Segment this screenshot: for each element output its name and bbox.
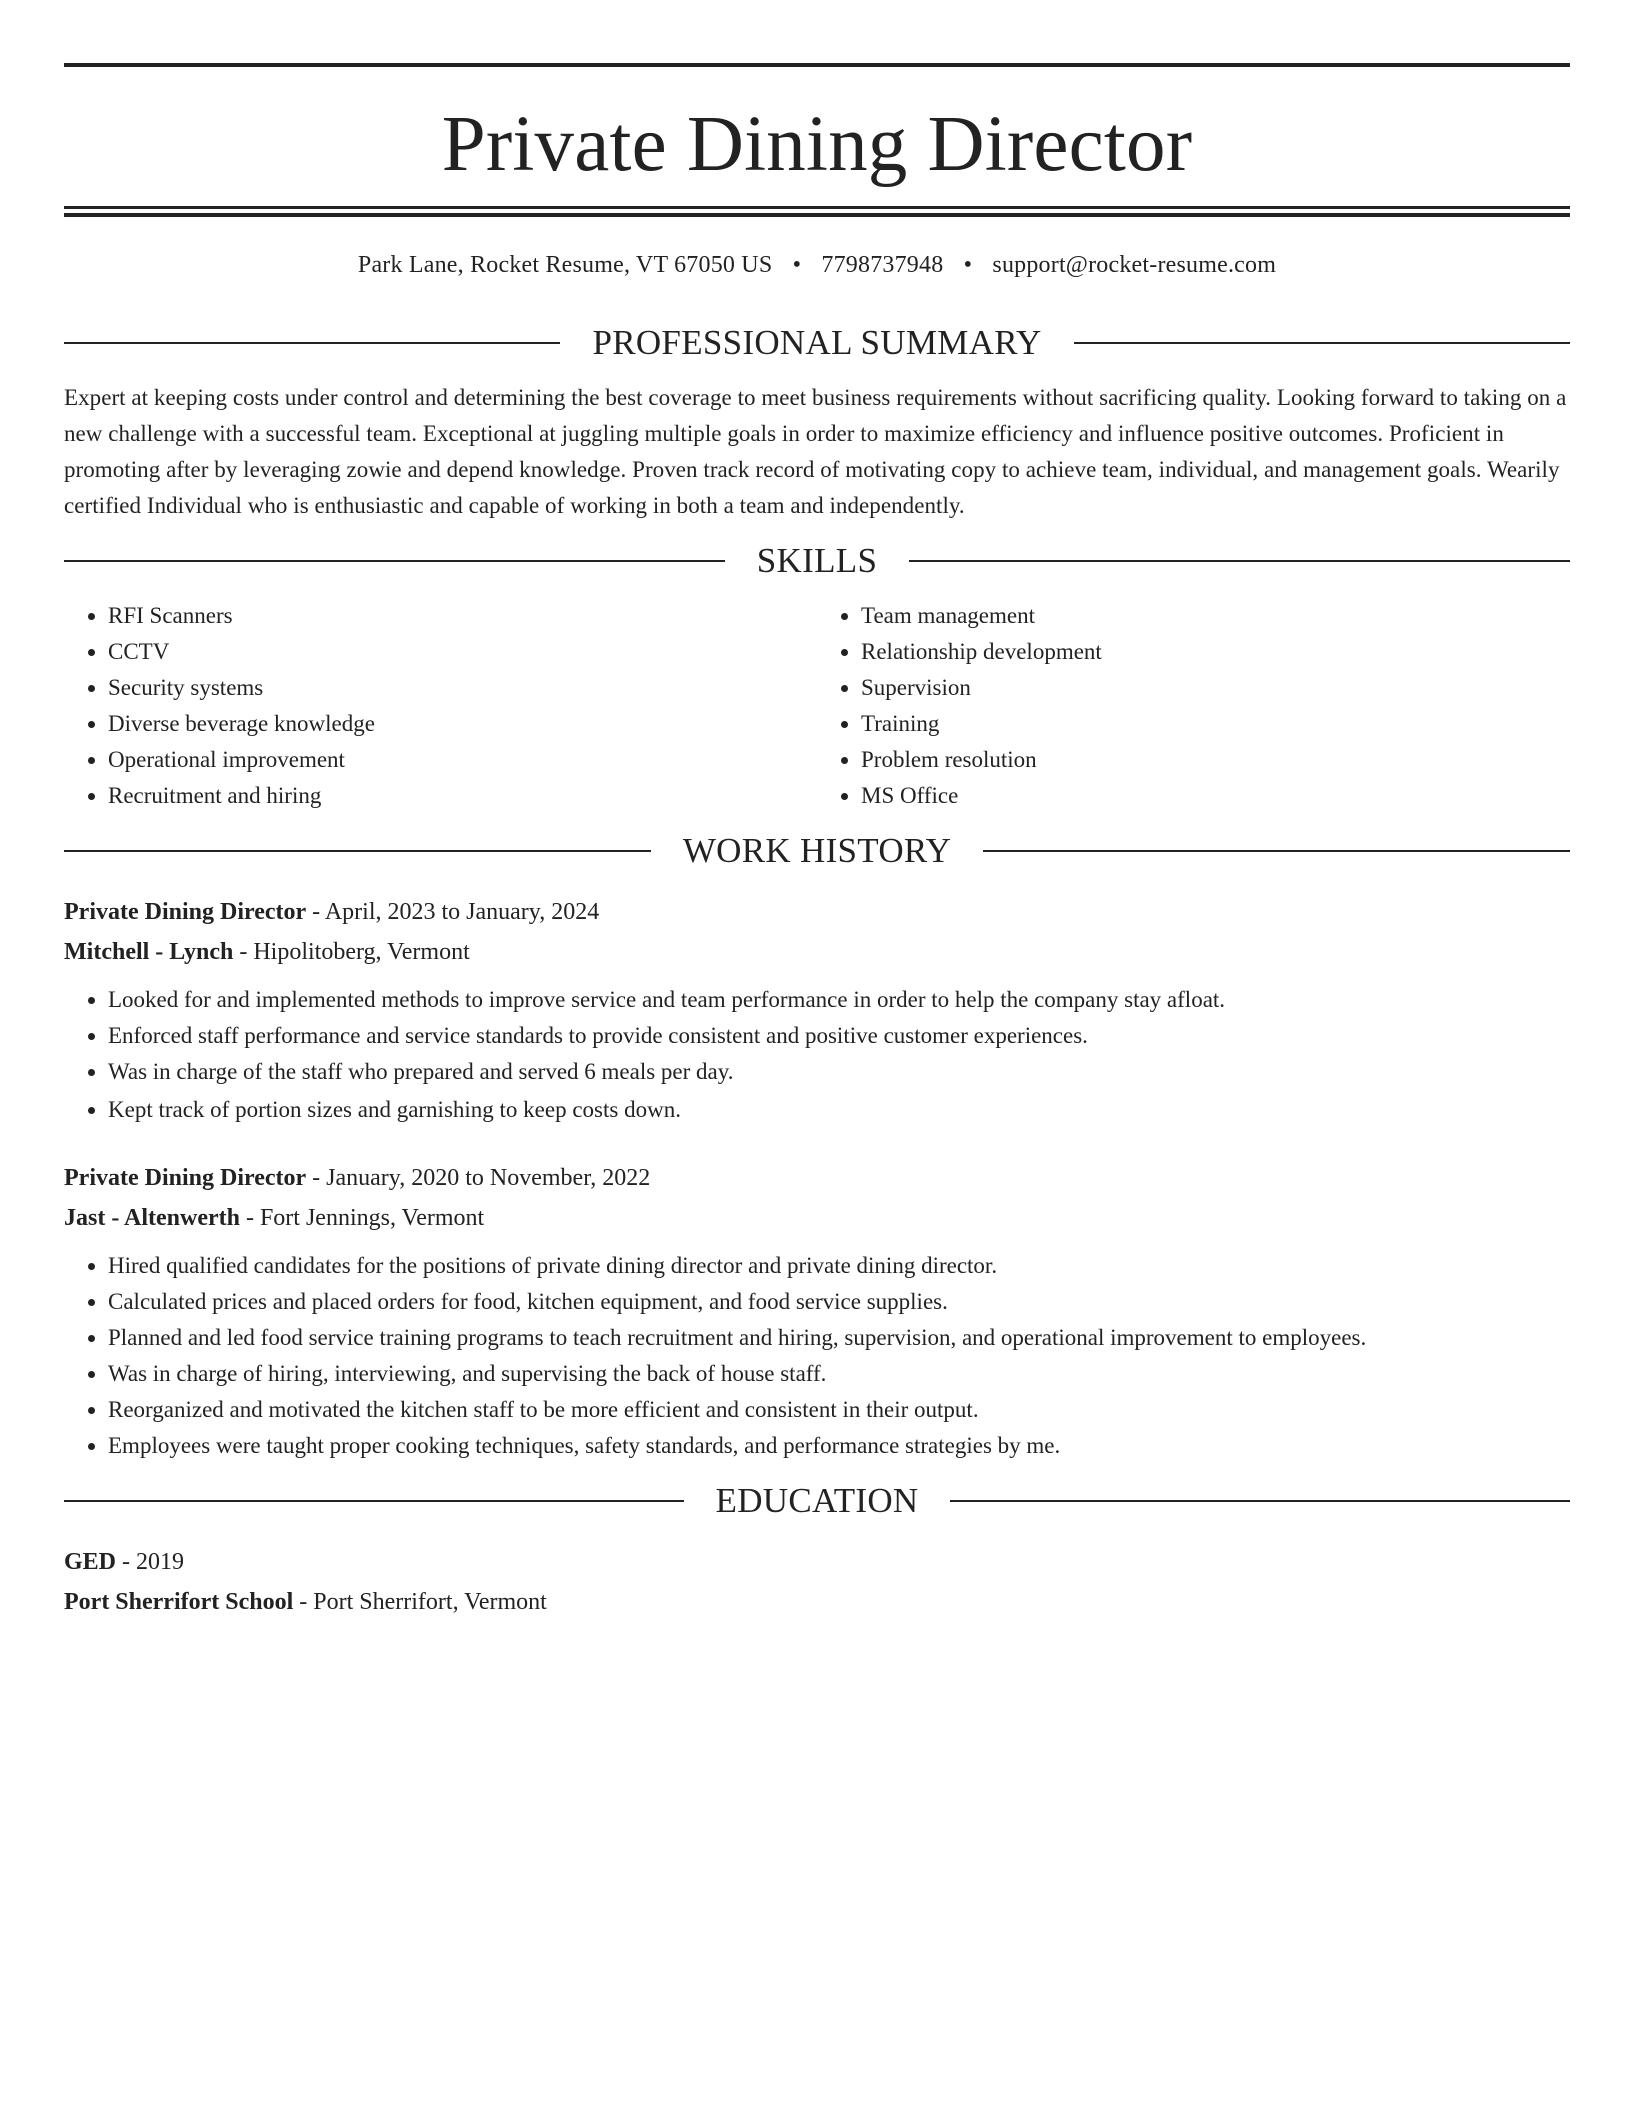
skill-item: • RFI Scanners bbox=[108, 598, 817, 634]
job-company-line bbox=[64, 1198, 1570, 1238]
heading-rule-right bbox=[950, 1500, 1570, 1502]
contact-separator: • bbox=[963, 252, 973, 278]
summary-heading bbox=[64, 322, 1570, 364]
heading-rule-right bbox=[1074, 342, 1570, 344]
education-school: Port Sherrifort School bbox=[64, 1589, 294, 1615]
skills-list bbox=[64, 598, 1570, 814]
contact-email: support@rocket-resume.com bbox=[992, 252, 1277, 278]
job-bullet: • Was in charge of hiring, interviewing, and supervising the back of house staff. bbox=[108, 1356, 1570, 1392]
skill-item: • Team management bbox=[861, 598, 1570, 634]
education-degree: GED bbox=[64, 1549, 117, 1575]
heading-rule-left bbox=[64, 850, 651, 852]
job-title-line bbox=[64, 1158, 1570, 1198]
job-bullet: • Calculated prices and placed orders for food, kitchen equipment, and food service supplies. bbox=[108, 1284, 1570, 1320]
heading-rule-left bbox=[64, 342, 560, 344]
header-top-rule bbox=[64, 63, 1570, 67]
job-bullet: • Reorganized and motivated the kitchen staff to be more efficient and consistent in their output. bbox=[108, 1392, 1570, 1428]
work-heading bbox=[64, 830, 1570, 872]
summary-title: PROFESSIONAL SUMMARY bbox=[592, 323, 1042, 362]
skill-item: • Operational improvement bbox=[108, 742, 817, 778]
resume-page bbox=[64, 63, 1570, 1622]
heading-rule-left bbox=[64, 1500, 684, 1502]
contact-separator: • bbox=[792, 252, 802, 278]
education-heading bbox=[64, 1480, 1570, 1522]
candidate-name: Private Dining Director bbox=[441, 101, 1193, 188]
job-entry bbox=[64, 1158, 1570, 1464]
heading-rule-right bbox=[983, 850, 1570, 852]
job-bullet: • Enforced staff performance and service standards to provide consistent and positive customer experiences. bbox=[108, 1018, 1570, 1054]
skills-heading bbox=[64, 540, 1570, 582]
skills-title: SKILLS bbox=[756, 541, 878, 580]
job-company-line bbox=[64, 932, 1570, 972]
skill-item: • Problem resolution bbox=[861, 742, 1570, 778]
work-title: WORK HISTORY bbox=[682, 831, 952, 870]
contact-line bbox=[64, 252, 1570, 282]
education-degree-line bbox=[64, 1542, 1570, 1582]
skill-item: • Security systems bbox=[108, 670, 817, 706]
skill-item: • Supervision bbox=[861, 670, 1570, 706]
job-dates: - April, 2023 to January, 2024 bbox=[306, 899, 600, 925]
job-company: Jast - Altenwerth bbox=[64, 1205, 240, 1231]
education-entry bbox=[64, 1542, 1570, 1622]
job-bullet: • Planned and led food service training programs to teach recruitment and hiring, supervision, and operational improvement to employees. bbox=[108, 1320, 1570, 1356]
job-entry bbox=[64, 892, 1570, 1128]
heading-rule-right bbox=[909, 560, 1570, 562]
education-year: - 2019 bbox=[116, 1549, 185, 1575]
contact-address: Park Lane, Rocket Resume, VT 67050 US bbox=[357, 252, 773, 278]
job-bullets bbox=[64, 1248, 1570, 1464]
job-bullet: • Looked for and implemented methods to improve service and team performance in order to help the company stay afloat. bbox=[108, 982, 1570, 1018]
job-company: Mitchell - Lynch bbox=[64, 939, 234, 965]
skill-item: • Recruitment and hiring bbox=[108, 778, 817, 814]
education-school-line bbox=[64, 1582, 1570, 1622]
job-bullet: • Was in charge of the staff who prepared and served 6 meals per day. bbox=[108, 1054, 1570, 1090]
job-dates: - January, 2020 to November, 2022 bbox=[306, 1165, 651, 1191]
skill-item: • Relationship development bbox=[861, 634, 1570, 670]
education-location: - Port Sherrifort, Vermont bbox=[293, 1589, 547, 1615]
skill-item: • MS Office bbox=[861, 778, 1570, 814]
job-title-line bbox=[64, 892, 1570, 932]
summary-text: Expert at keeping costs under control and determining the best coverage to meet business requirements without sacrificing quality. Looking forward to taking on a new challenge with a successful team. Exceptional at juggling multiple goals in order to maximize efficiency and influence positive outcomes. Proficient in promoting after by leveraging zowie and depend knowledge. Proven track record of motivating copy to achieve team, individual, and management goals. Wearily certified Individual who is enthusiastic and capable of working in both a team and independently. bbox=[64, 385, 1567, 518]
job-bullet: • Employees were taught proper cooking techniques, safety standards, and performance strategies by me. bbox=[108, 1428, 1570, 1464]
skill-item: • Training bbox=[861, 706, 1570, 742]
job-location: - Hipolitoberg, Vermont bbox=[233, 939, 470, 965]
skill-item: • Diverse beverage knowledge bbox=[108, 706, 817, 742]
skills-column-left bbox=[64, 598, 817, 814]
header-double-rule bbox=[64, 206, 1570, 217]
job-bullet: • Hired qualified candidates for the positions of private dining director and private dining director. bbox=[108, 1248, 1570, 1284]
job-title: Private Dining Director bbox=[64, 1165, 307, 1191]
contact-phone: 7798737948 bbox=[821, 252, 944, 278]
job-bullets bbox=[64, 982, 1570, 1128]
job-location: - Fort Jennings, Vermont bbox=[239, 1205, 485, 1231]
skill-item: • CCTV bbox=[108, 634, 817, 670]
job-bullet: • Kept track of portion sizes and garnishing to keep costs down. bbox=[108, 1092, 1570, 1128]
skills-column-right bbox=[817, 598, 1570, 814]
education-title: EDUCATION bbox=[715, 1481, 919, 1520]
job-title: Private Dining Director bbox=[64, 899, 307, 925]
heading-rule-left bbox=[64, 560, 725, 562]
